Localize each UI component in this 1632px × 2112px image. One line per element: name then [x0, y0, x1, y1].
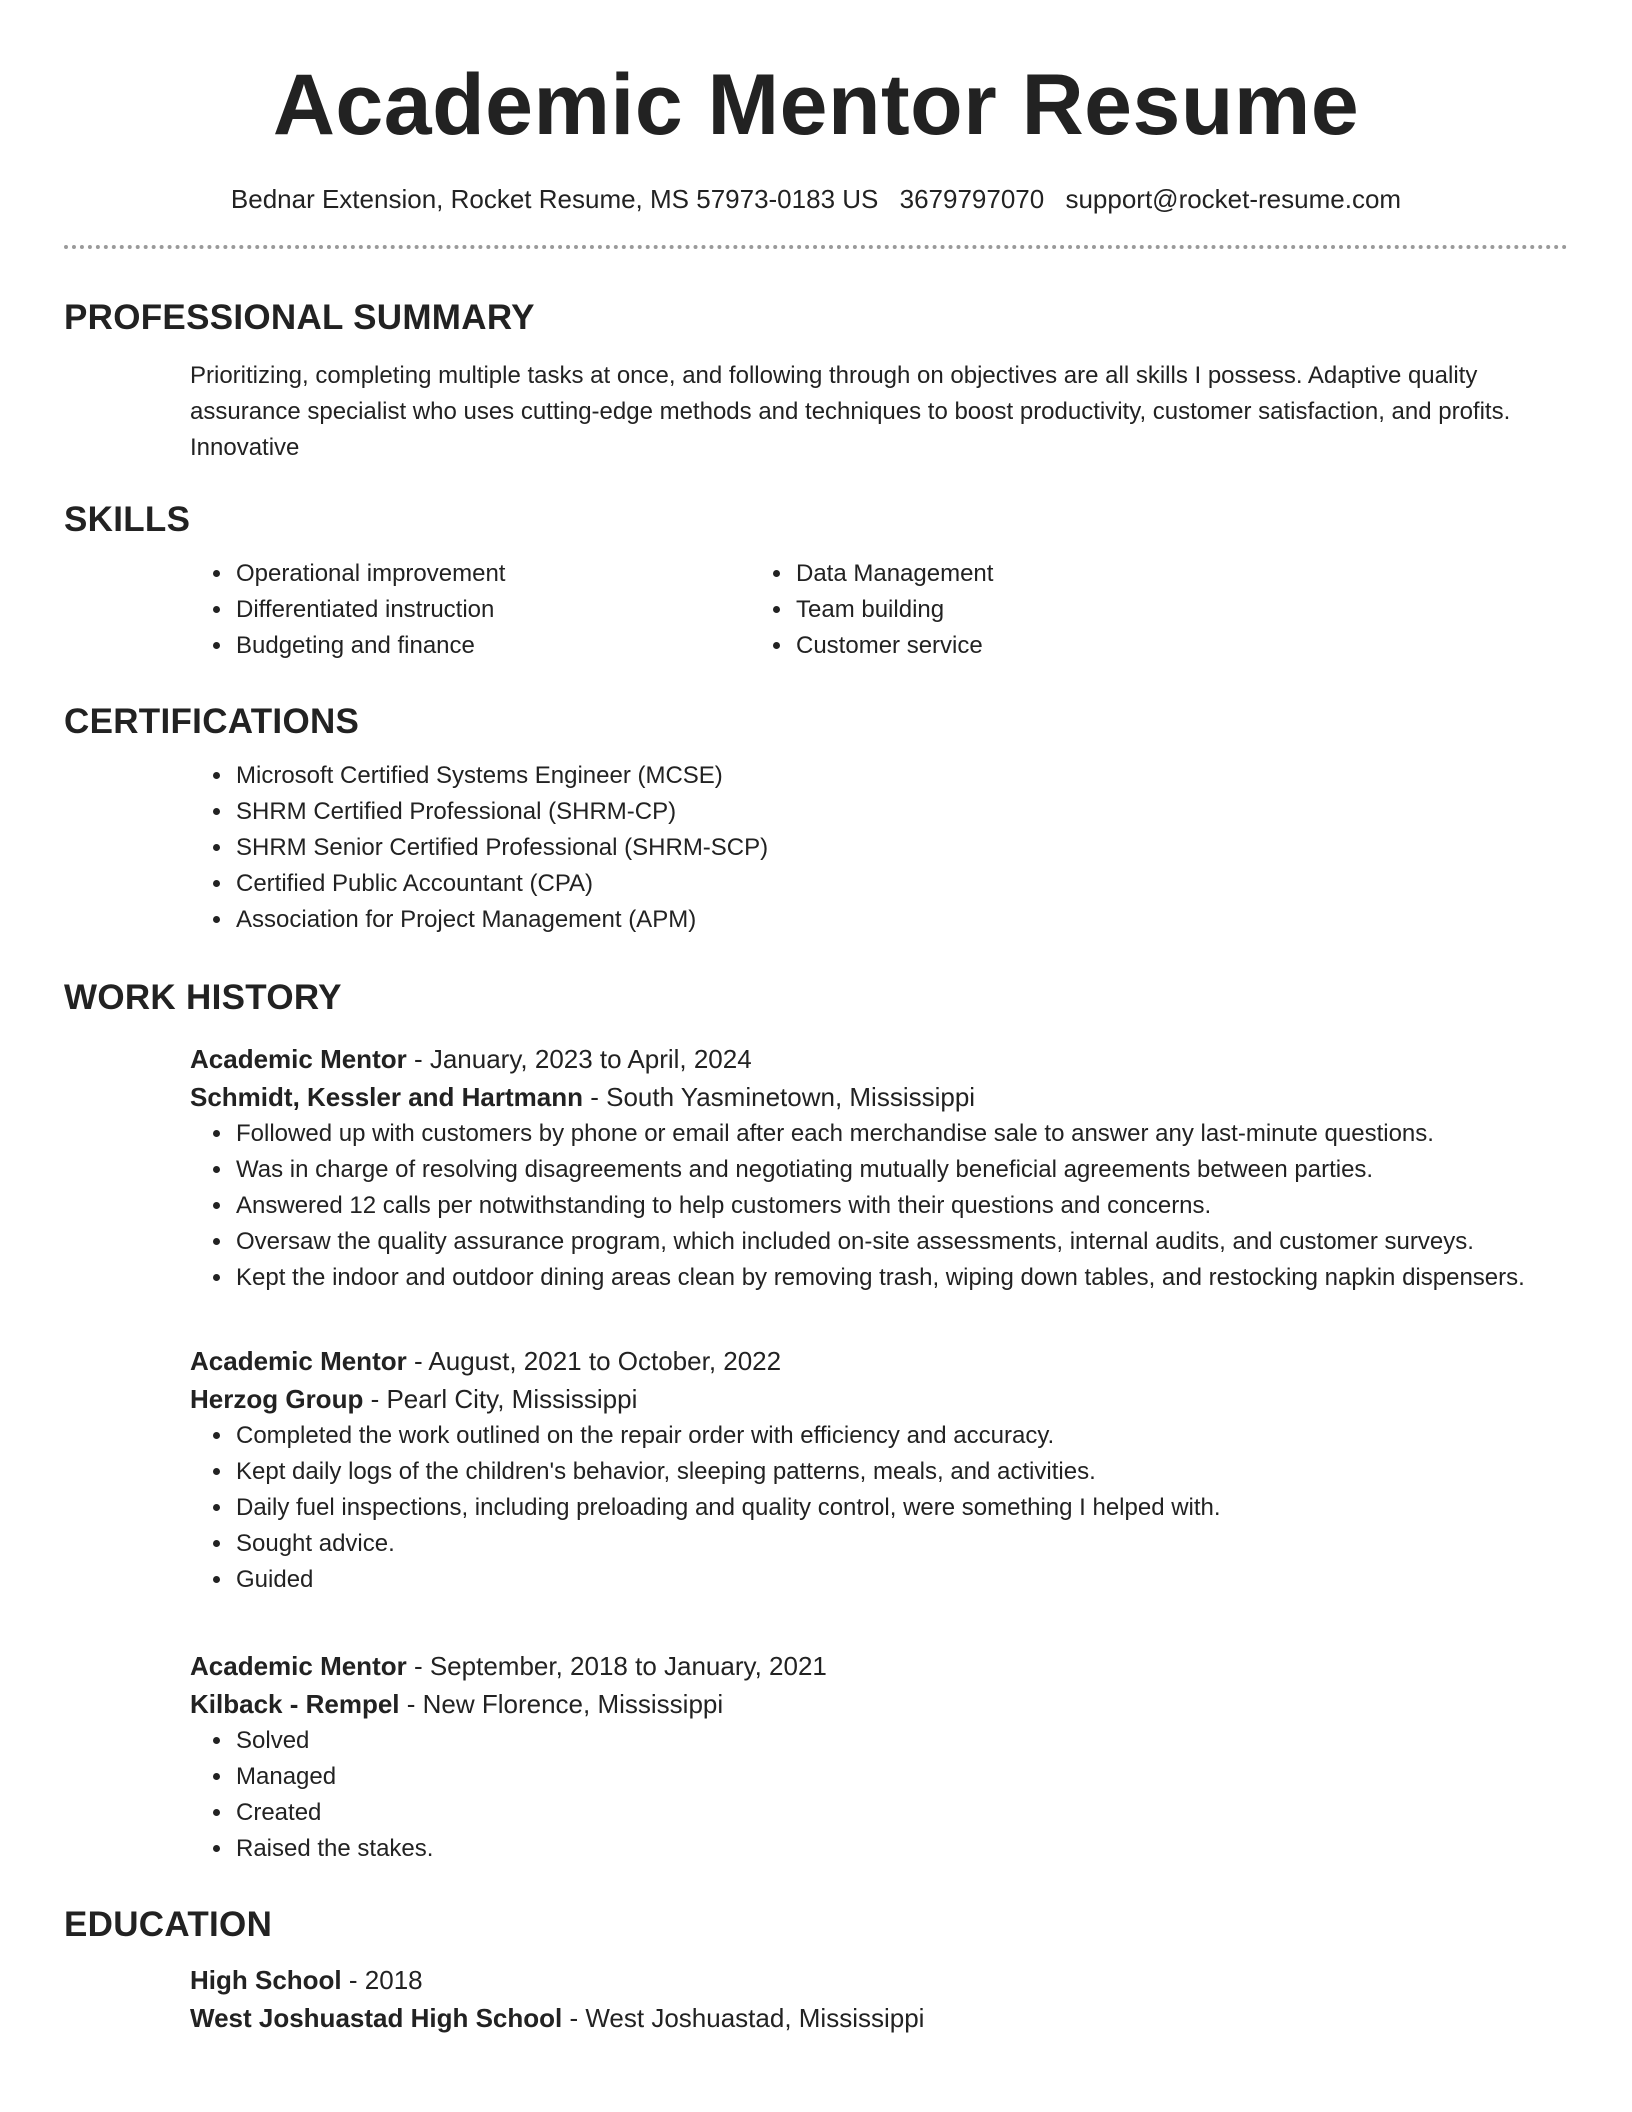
skills-list: [64, 556, 1568, 664]
job-bullet: • Answered 12 calls per notwithstanding to help customers with their questions and concerns.: [234, 1188, 1568, 1224]
job-company-line: [190, 1078, 1568, 1116]
header-divider: [64, 245, 1568, 249]
education-heading: EDUCATION: [64, 1905, 273, 1944]
certification-item: • SHRM Senior Certified Professional (SHRM-SCP): [234, 830, 1568, 866]
summary-text: Prioritizing, completing multiple tasks at once, and following through on objectives are all skills I possess. Adaptive quality assurance specialist who uses cutting-edge methods and techniques to boost productivity, customer satisfaction, and profits. Innovative: [190, 362, 1511, 461]
skills-section: [64, 500, 1568, 664]
education-degree: High School: [190, 1965, 342, 1995]
skill-item: • Differentiated instruction: [234, 592, 744, 628]
education-section: [64, 1905, 1568, 2037]
job-company: Kilback - Rempel: [190, 1689, 400, 1719]
job-bullet: • Completed the work outlined on the repair order with efficiency and accuracy.: [234, 1418, 1568, 1454]
certification-item: • Certified Public Accountant (CPA): [234, 866, 1568, 902]
education-year: - 2018: [341, 1965, 423, 1995]
job-dates: - January, 2023 to April, 2024: [406, 1044, 752, 1074]
contact-phone: 3679797070: [899, 184, 1045, 214]
skill-item: • Team building: [794, 592, 993, 628]
job-bullet: • Sought advice.: [234, 1526, 1568, 1562]
certification-item: • Microsoft Certified Systems Engineer (MCSE): [234, 758, 1568, 794]
job-bullet: • Followed up with customers by phone or email after each merchandise sale to answer any last-minute questions.: [234, 1116, 1568, 1152]
certification-item: • SHRM Certified Professional (SHRM-CP): [234, 794, 1568, 830]
contact-line: [64, 184, 1568, 215]
work-history-section: [64, 978, 1568, 1018]
job-dates: - August, 2021 to October, 2022: [406, 1346, 782, 1376]
job-location: - New Florence, Mississippi: [399, 1689, 724, 1719]
job-company-line: [190, 1380, 1568, 1418]
job-bullet: • Kept daily logs of the children's behavior, sleeping patterns, meals, and activities.: [234, 1454, 1568, 1490]
certifications-list: [64, 758, 1568, 938]
job-bullets: [64, 1418, 1568, 1598]
job-title-line: [190, 1647, 1568, 1685]
job-title: Academic Mentor: [190, 1651, 407, 1681]
certifications-heading: CERTIFICATIONS: [64, 702, 360, 741]
education-school-line: [190, 1999, 1568, 2037]
summary-heading: PROFESSIONAL SUMMARY: [64, 298, 535, 337]
skills-heading: SKILLS: [64, 500, 191, 539]
job-bullet: • Daily fuel inspections, including preloading and quality control, were something I helped with.: [234, 1490, 1568, 1526]
summary-section: [64, 298, 1568, 466]
job-bullet: • Guided: [234, 1562, 1568, 1598]
skills-column-1: [64, 556, 744, 664]
job-bullet: • Kept the indoor and outdoor dining areas clean by removing trash, wiping down tables, and restocking napkin dispensers.: [234, 1260, 1568, 1296]
job-company: Herzog Group: [190, 1384, 364, 1414]
job-dates: - September, 2018 to January, 2021: [406, 1651, 827, 1681]
education-school: West Joshuastad High School: [190, 2003, 563, 2033]
education-degree-line: [190, 1961, 1568, 1999]
job-bullet: • Managed: [234, 1759, 1568, 1795]
contact-address: Bednar Extension, Rocket Resume, MS 57973-0183 US: [230, 184, 879, 214]
work-history-heading: WORK HISTORY: [64, 978, 342, 1017]
contact-email: support@rocket-resume.com: [1065, 184, 1402, 214]
job-bullet: • Raised the stakes.: [234, 1831, 1568, 1867]
job-title: Academic Mentor: [190, 1044, 407, 1074]
skill-item: • Customer service: [794, 628, 993, 664]
job-company: Schmidt, Kessler and Hartmann: [190, 1082, 583, 1112]
skill-item: • Data Management: [794, 556, 993, 592]
certifications-section: [64, 702, 1568, 938]
job-title-line: [190, 1342, 1568, 1380]
job-title-line: [190, 1040, 1568, 1078]
job-company-line: [190, 1685, 1568, 1723]
skill-item: • Budgeting and finance: [234, 628, 744, 664]
job-bullets: [64, 1723, 1568, 1867]
education-entry: [64, 1961, 1568, 2037]
education-location: - West Joshuastad, Mississippi: [562, 2003, 925, 2033]
job-location: - South Yasminetown, Mississippi: [583, 1082, 976, 1112]
skill-item: • Operational improvement: [234, 556, 744, 592]
job-bullets: [64, 1116, 1568, 1296]
skills-column-2: [794, 556, 993, 664]
job-title: Academic Mentor: [190, 1346, 407, 1376]
job-bullet: • Solved: [234, 1723, 1568, 1759]
job-entry: [64, 1342, 1568, 1598]
job-bullet: • Was in charge of resolving disagreements and negotiating mutually beneficial agreements between parties.: [234, 1152, 1568, 1188]
job-entry: [64, 1647, 1568, 1867]
job-location: - Pearl City, Mississippi: [363, 1384, 638, 1414]
job-entry: [64, 1040, 1568, 1296]
job-bullet: • Oversaw the quality assurance program, which included on-site assessments, internal audits, and customer surveys.: [234, 1224, 1568, 1260]
certification-item: • Association for Project Management (APM): [234, 902, 1568, 938]
job-bullet: • Created: [234, 1795, 1568, 1831]
resume-title: Academic Mentor Resume: [272, 57, 1360, 153]
